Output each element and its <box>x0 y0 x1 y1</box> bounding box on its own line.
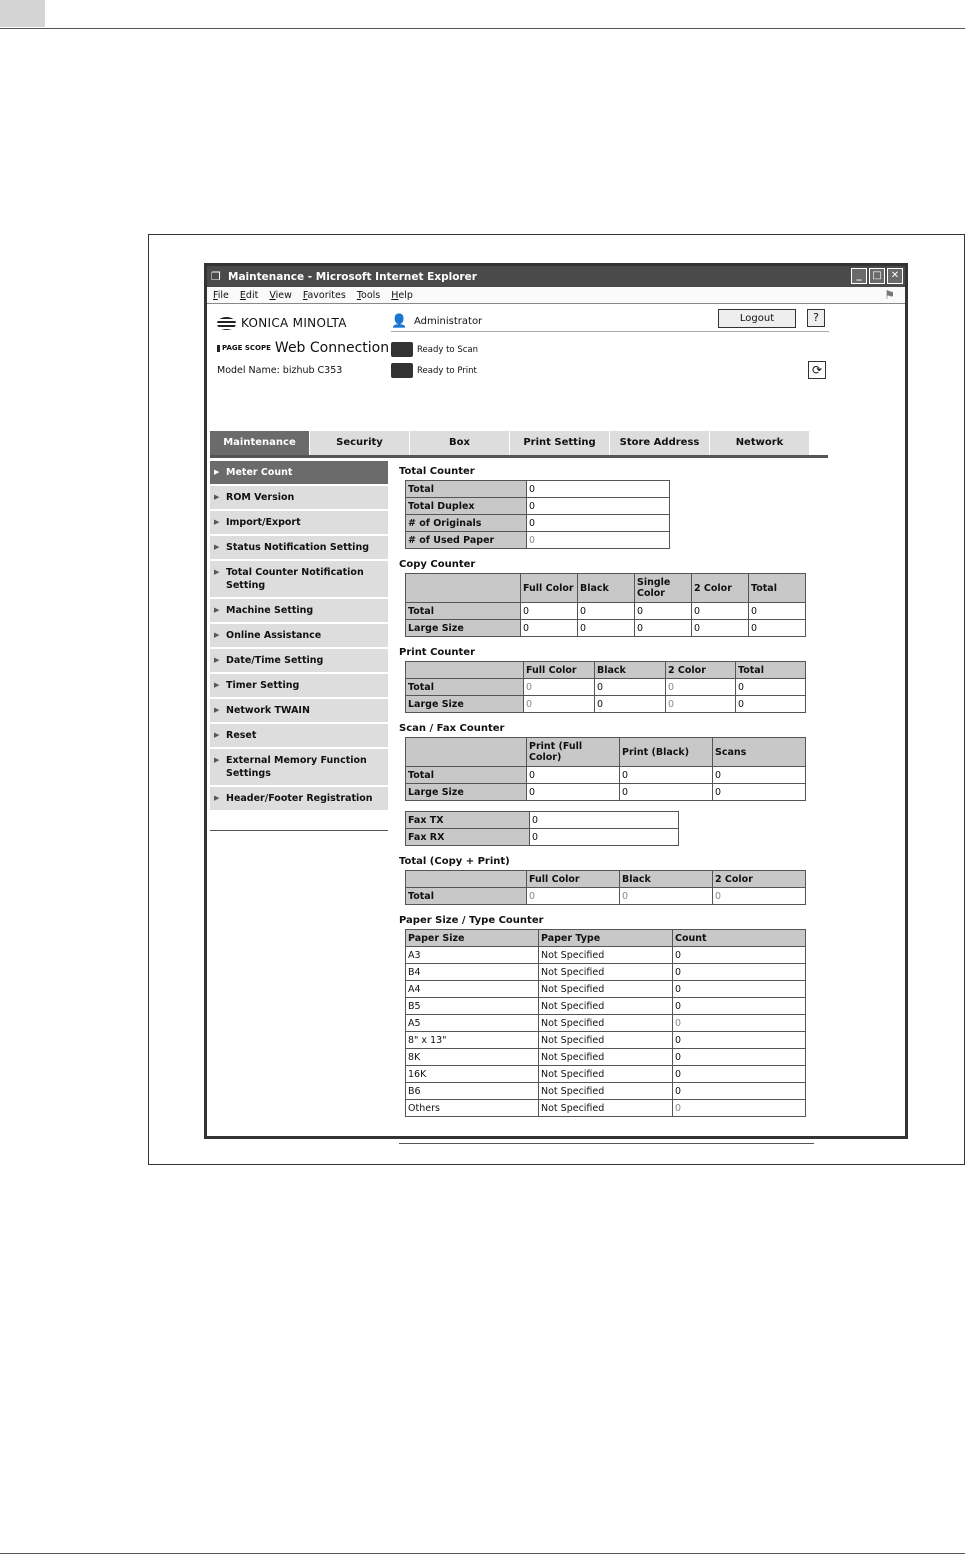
table-header-row <box>406 662 806 679</box>
top-rule <box>0 28 965 29</box>
table-row <box>406 481 670 498</box>
admin-label: Administrator <box>414 316 483 327</box>
table-cell: B6 <box>406 1083 539 1100</box>
table-cell: 0 <box>736 696 806 713</box>
table-cell: Not Specified <box>539 981 673 998</box>
table-row <box>406 620 806 637</box>
table-cell: A5 <box>406 1015 539 1032</box>
title-bar <box>207 266 905 287</box>
spacer <box>399 846 819 856</box>
paper-counter-table <box>405 929 806 1117</box>
table-row <box>406 679 806 696</box>
maximize-icon[interactable]: □ <box>869 268 885 284</box>
table-row <box>406 767 806 784</box>
meter-count-panel <box>399 466 819 1144</box>
table-cell: Fax TX <box>406 812 530 829</box>
column-header: Total <box>749 574 806 603</box>
admin-user-icon: 👤 <box>391 314 408 329</box>
sidebar-item-reset[interactable]: ▶ Reset <box>210 724 388 749</box>
table-header-row <box>406 574 806 603</box>
table-cell: Total Duplex <box>406 498 527 515</box>
table-cell: 0 <box>713 784 806 801</box>
menu-help[interactable]: Help <box>391 289 413 301</box>
table-cell: Not Specified <box>539 947 673 964</box>
table-cell: 0 <box>527 498 670 515</box>
table-cell: B5 <box>406 998 539 1015</box>
menu-view[interactable]: View <box>269 289 292 301</box>
table-cell: Not Specified <box>539 1100 673 1117</box>
konica-minolta-logo <box>217 316 347 330</box>
print-status <box>391 363 477 378</box>
table-header-blank <box>406 871 527 888</box>
table-cell: Not Specified <box>539 1066 673 1083</box>
table-cell: 0 <box>673 1066 806 1083</box>
table-cell: Total <box>406 481 527 498</box>
scan-status <box>391 342 478 357</box>
column-header: Print (Black) <box>620 738 713 767</box>
table-cell: 0 <box>527 784 620 801</box>
table-cell: 0 <box>595 696 666 713</box>
sidebar-item-meter-count[interactable]: ▶ Meter Count <box>210 461 388 486</box>
table-cell: # of Used Paper <box>406 532 527 549</box>
pagescope-mark: PAGE SCOPE <box>217 345 271 352</box>
column-header: Black <box>620 871 713 888</box>
table-cell: 0 <box>713 888 806 905</box>
table-row <box>406 784 806 801</box>
tab-print-setting[interactable]: Print Setting <box>510 431 610 455</box>
table-row <box>406 532 670 549</box>
table-cell: 0 <box>620 767 713 784</box>
table-row <box>406 964 806 981</box>
sidebar-item-header-footer[interactable]: ▶ Header/Footer Registration <box>210 787 388 812</box>
table-cell: 0 <box>578 603 635 620</box>
product-name: Web Connection <box>274 340 390 356</box>
column-header: Total <box>736 662 806 679</box>
menu-favorites[interactable]: Favorites <box>302 289 346 301</box>
table-row <box>406 812 679 829</box>
total-counter-table <box>405 480 670 549</box>
page-content <box>207 304 905 1136</box>
table-row <box>406 603 806 620</box>
fax-counter-table <box>405 811 679 846</box>
table-cell: 0 <box>635 603 692 620</box>
ie-icon: ❐ <box>211 269 221 283</box>
windows-logo-icon: ⚑ <box>884 288 895 302</box>
table-row <box>406 1049 806 1066</box>
table-cell: A3 <box>406 947 539 964</box>
table-header-row <box>406 871 806 888</box>
table-cell: 0 <box>527 481 670 498</box>
scanner-icon <box>391 342 413 357</box>
total-copy-print-table <box>405 870 806 905</box>
print-status-text: Ready to Print <box>417 365 477 376</box>
menu-tools[interactable]: Tools <box>356 289 381 301</box>
table-cell: 0 <box>673 1100 806 1117</box>
column-header: Full Color <box>524 662 595 679</box>
sidebar-item-rom-version[interactable]: ▶ ROM Version <box>210 486 388 511</box>
spacer <box>399 905 819 915</box>
sidebar-item-status-notification[interactable]: ▶ Status Notification Setting <box>210 536 388 561</box>
table-cell: A4 <box>406 981 539 998</box>
column-header: Paper Size <box>406 930 539 947</box>
table-cell: Large Size <box>406 784 527 801</box>
table-cell: 16K <box>406 1066 539 1083</box>
table-cell: 0 <box>527 888 620 905</box>
table-cell: 0 <box>713 767 806 784</box>
table-cell: Not Specified <box>539 964 673 981</box>
column-header: Full Color <box>521 574 578 603</box>
page-corner-tab <box>0 0 45 27</box>
column-header: Count <box>673 930 806 947</box>
table-row <box>406 498 670 515</box>
window-controls <box>851 268 903 284</box>
copy-counter-table <box>405 573 806 637</box>
column-header: 2 Color <box>692 574 749 603</box>
paper-counter-title: Paper Size / Type Counter <box>399 915 544 926</box>
table-cell: Total <box>406 603 521 620</box>
print-counter-table <box>405 661 806 713</box>
table-cell: 0 <box>692 620 749 637</box>
sidebar-item-timer-setting[interactable]: ▶ Timer Setting <box>210 674 388 699</box>
table-cell: 0 <box>524 679 595 696</box>
copy-counter-title: Copy Counter <box>399 559 476 570</box>
table-row <box>406 1066 806 1083</box>
browser-window <box>204 263 908 1139</box>
table-cell: 0 <box>673 947 806 964</box>
refresh-button[interactable]: ⟳ <box>808 361 826 379</box>
table-cell: 0 <box>749 620 806 637</box>
brand-name: KONICA MINOLTA <box>241 316 347 330</box>
menu-edit[interactable]: Edit <box>239 289 259 301</box>
table-cell: 0 <box>595 679 666 696</box>
table-cell: 0 <box>749 603 806 620</box>
table-cell: 0 <box>620 784 713 801</box>
table-cell: 0 <box>530 829 679 846</box>
table-cell: 0 <box>673 981 806 998</box>
table-cell: 8K <box>406 1049 539 1066</box>
table-cell: Total <box>406 888 527 905</box>
table-cell: 8" x 13" <box>406 1032 539 1049</box>
table-cell: 0 <box>673 1015 806 1032</box>
table-cell: 0 <box>578 620 635 637</box>
minimize-icon[interactable]: _ <box>851 268 867 284</box>
globe-logo-icon <box>217 317 236 330</box>
total-copy-print-title: Total (Copy + Print) <box>399 856 510 867</box>
printer-icon <box>391 363 413 378</box>
table-cell: 0 <box>673 1032 806 1049</box>
column-header: Full Color <box>527 871 620 888</box>
sidebar-item-total-counter-notification[interactable]: ▶ Total Counter Notification Setting <box>210 561 388 599</box>
table-row <box>406 998 806 1015</box>
table-cell: 0 <box>527 532 670 549</box>
column-header: 2 Color <box>666 662 736 679</box>
model-name: Model Name: bizhub C353 <box>217 365 343 376</box>
table-cell: Not Specified <box>539 1015 673 1032</box>
table-cell: B4 <box>406 964 539 981</box>
table-cell: 0 <box>673 998 806 1015</box>
table-cell: 0 <box>692 603 749 620</box>
main-tabs <box>210 431 828 458</box>
table-cell: Not Specified <box>539 1032 673 1049</box>
menu-file[interactable]: File <box>213 289 229 301</box>
close-icon[interactable]: ✕ <box>887 268 903 284</box>
table-row <box>406 888 806 905</box>
table-cell: 0 <box>673 964 806 981</box>
table-cell: 0 <box>673 1083 806 1100</box>
sidebar-item-online-assistance[interactable]: ▶ Online Assistance <box>210 624 388 649</box>
tab-box[interactable]: Box <box>410 431 510 455</box>
table-header-blank <box>406 738 527 767</box>
print-counter-title: Print Counter <box>399 647 476 658</box>
column-header: Scans <box>713 738 806 767</box>
table-cell: 0 <box>530 812 679 829</box>
column-header: Single Color <box>635 574 692 603</box>
table-cell: 0 <box>524 696 595 713</box>
tab-store-address[interactable]: Store Address <box>610 431 710 455</box>
spacer <box>399 713 819 723</box>
scan-fax-counter-title: Scan / Fax Counter <box>399 723 505 734</box>
table-cell: 0 <box>527 767 620 784</box>
tab-network[interactable]: Network <box>710 431 810 455</box>
table-row <box>406 829 679 846</box>
table-cell: 0 <box>527 515 670 532</box>
table-cell: Not Specified <box>539 998 673 1015</box>
spacer <box>399 801 819 811</box>
sidebar-item-network-twain[interactable]: ▶ Network TWAIN <box>210 699 388 724</box>
content-divider <box>399 1143 814 1144</box>
table-cell: Not Specified <box>539 1083 673 1100</box>
table-cell: Total <box>406 767 527 784</box>
table-cell: Large Size <box>406 696 524 713</box>
table-row <box>406 1100 806 1117</box>
logout-button[interactable]: Logout <box>718 309 796 328</box>
bottom-rule <box>0 1553 965 1554</box>
table-cell: 0 <box>521 603 578 620</box>
table-header-blank <box>406 662 524 679</box>
scan-fax-counter-table <box>405 737 806 801</box>
sidebar-divider <box>210 830 388 831</box>
spacer <box>399 549 819 559</box>
table-header-blank <box>406 574 521 603</box>
table-row <box>406 1015 806 1032</box>
column-header: Black <box>595 662 666 679</box>
sidebar-item-external-memory[interactable]: ▶ External Memory Function Settings <box>210 749 388 787</box>
help-button[interactable]: ? <box>807 309 825 327</box>
tab-maintenance[interactable]: Maintenance <box>210 431 310 455</box>
column-header: Black <box>578 574 635 603</box>
menu-bar <box>207 287 905 304</box>
table-row <box>406 981 806 998</box>
table-cell: 0 <box>666 696 736 713</box>
sidebar <box>210 461 388 831</box>
tab-security[interactable]: Security <box>310 431 410 455</box>
table-cell: Fax RX <box>406 829 530 846</box>
table-cell: Others <box>406 1100 539 1117</box>
table-cell: 0 <box>736 679 806 696</box>
table-cell: 0 <box>666 679 736 696</box>
page-header <box>207 304 897 424</box>
table-row <box>406 1083 806 1100</box>
table-row <box>406 1032 806 1049</box>
column-header: Paper Type <box>539 930 673 947</box>
window-title: Maintenance - Microsoft Internet Explorer <box>228 270 477 283</box>
sidebar-item-import-export[interactable]: ▶ Import/Export <box>210 511 388 536</box>
scan-status-text: Ready to Scan <box>417 344 478 355</box>
table-cell: Not Specified <box>539 1049 673 1066</box>
table-row <box>406 696 806 713</box>
column-header: 2 Color <box>713 871 806 888</box>
sidebar-item-machine-setting[interactable]: ▶ Machine Setting <box>210 599 388 624</box>
table-row <box>406 515 670 532</box>
table-cell: Large Size <box>406 620 521 637</box>
table-cell: 0 <box>673 1049 806 1066</box>
table-header-row <box>406 930 806 947</box>
total-counter-title: Total Counter <box>399 466 475 477</box>
table-header-row <box>406 738 806 767</box>
column-header: Print (Full Color) <box>527 738 620 767</box>
table-cell: 0 <box>635 620 692 637</box>
table-row <box>406 947 806 964</box>
spacer <box>399 637 819 647</box>
table-cell: 0 <box>620 888 713 905</box>
table-cell: # of Originals <box>406 515 527 532</box>
table-cell: Total <box>406 679 524 696</box>
sidebar-item-date-time[interactable]: ▶ Date/Time Setting <box>210 649 388 674</box>
pagescope-logo <box>217 340 389 356</box>
table-cell: 0 <box>521 620 578 637</box>
